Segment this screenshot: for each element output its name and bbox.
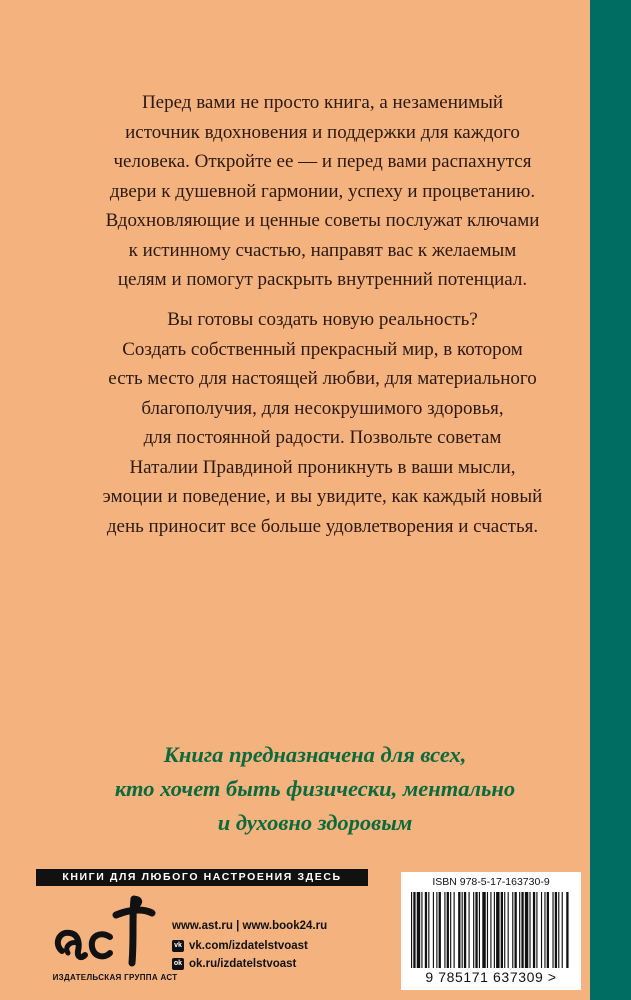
blurb-line: двери к душевной гармонии, успеху и процветанию.: [109, 180, 536, 202]
blurb-line: целям и помогут раскрыть внутренний потенциал.: [117, 269, 528, 290]
isbn-number: ISBN 978-5-17-163730-9: [432, 876, 550, 888]
tagline-line: кто хочет быть физически, ментально: [114, 776, 516, 801]
blurb-line: есть место для настоящей любви, для материального: [108, 368, 537, 389]
ast-logo-icon: [52, 893, 162, 971]
blurb-line: Вы готовы создать новую реальность?: [167, 309, 478, 330]
blurb-line: человека. Откройте ее — и перед вами распахнутся: [113, 151, 532, 172]
publisher-slogan-bar: КНИГИ ДЛЯ ЛЮБОГО НАСТРОЕНИЯ ЗДЕСЬ: [36, 869, 368, 886]
publisher-websites: www.ast.ru | www.book24.ru: [172, 920, 328, 932]
social-link-text: vk.com/izdatelstvoast: [189, 940, 308, 952]
vk-icon: vk: [172, 940, 184, 952]
social-link-text: ok.ru/izdatelstvoast: [189, 958, 297, 970]
barcode-digits: 9 785171 637309 >: [425, 969, 557, 985]
blurb-line: день приносит все больше удовлетворения и счастья.: [106, 515, 539, 537]
publisher-logo: [40, 893, 190, 988]
blurb-paragraph-2: [55, 305, 590, 541]
barcode-icon: [411, 892, 571, 968]
blurb-line: эмоции и поведение, и вы увидите, как каждый новый: [102, 486, 543, 507]
barcode-panel: [401, 872, 581, 990]
social-link-ok: [172, 957, 296, 971]
blurb-line: для постоянной радости. Позвольте советам: [143, 427, 502, 448]
tagline-line: и духовно здоровым: [217, 810, 413, 835]
publisher-caption: ИЗДАТЕЛЬСКАЯ ГРУППА АСТ: [52, 973, 178, 982]
blurb-line: к истинному счастью, направят вас к желаемым: [128, 239, 517, 261]
blurb-line: Перед вами не просто книга, а незаменимый: [141, 92, 504, 113]
ok-icon: ok: [172, 958, 184, 970]
blurb-line: Наталии Правдиной проникнуть в ваши мысли,: [129, 456, 516, 478]
blurb-line: благополучия, для несокрушимого здоровья,: [141, 397, 504, 419]
tagline-line: Книга предназначена для всех,: [163, 742, 467, 767]
social-link-vk: [172, 939, 308, 953]
blurb-line: источник вдохновения и поддержки для каждого: [125, 121, 520, 143]
blurb-line: Вдохновляющие и ценные советы послужат ключами: [105, 210, 540, 231]
spine-strip: [590, 0, 631, 1000]
blurb-paragraph-1: [55, 88, 590, 295]
tagline: [40, 738, 590, 840]
blurb-line: Создать собственный прекрасный мир, в котором: [122, 338, 523, 360]
